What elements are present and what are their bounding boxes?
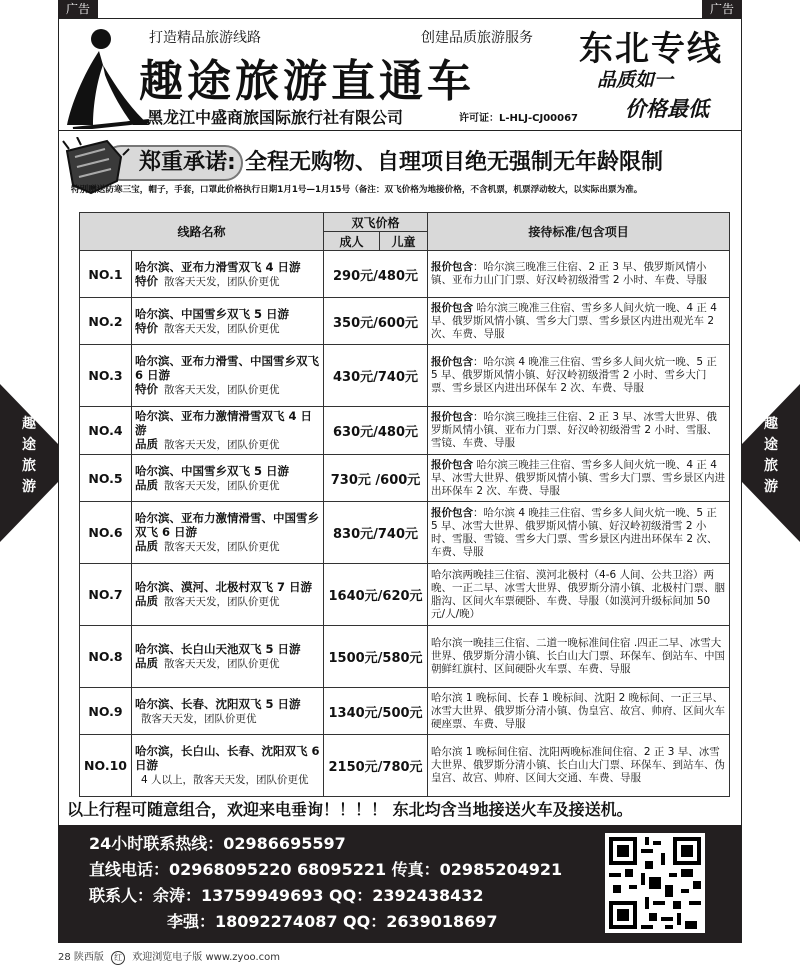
route-note: 散客天天发，团队价更优 [164,275,280,288]
table-row [80,298,730,345]
route-cell [132,455,324,502]
hotline: 24小时联系热线：02986695597 [89,834,346,853]
route-inclusions [428,298,730,345]
side-tab-left-text: 趣途旅游 [22,416,36,495]
route-number: NO.6 [80,502,132,564]
edition: 陕西版 [73,952,104,963]
route-category: 品质 [135,437,158,451]
route-name: 哈尔滨、漠河、北极村双飞 7 日游 [135,580,313,594]
table-row [80,626,730,688]
route-name: 哈尔滨，长白山、长春、沈阳双飞 6 日游 [135,744,320,772]
inclusions-text: 哈尔滨两晚挂三住宿、漠河北极村（4-6 人间、公共卫浴）两晚、一正二早、冰雪大世界、俄罗斯分清小镇、北极村门票、胭脂沟、区间火车票硬卧、车费、导服（如漠河升级标间加 50 元/人/晚） [431,568,726,620]
route-category: 品质 [135,539,158,553]
inclusions-label: 报价包含 [431,261,474,273]
route-category: 品质 [135,477,158,492]
inclusions-label: 报价包含 [431,458,474,471]
route-inclusions [428,564,730,626]
route-name: 哈尔滨、亚布力滑雪双飞 4 日游 [135,259,301,274]
inclusions-text: 哈尔滨三晚挂三住宿、雪乡多人间火炕一晚、4 正 4 早、冰雪大世界、俄罗斯风情小镇、雪乡大门票、雪乡景区内进出环保车 2 次、车费、导服 [431,458,726,497]
route-inclusions [428,688,730,735]
inclusions-text: 哈尔滨三晚准三住宿、雪乡多人间火炕一晚、4 正 4 早、俄罗斯风情小镇、雪乡大门票、雪乡景区内进出观光车 2 次、车费、导服 [431,301,717,340]
route-price: 290元/480元 [324,251,428,298]
route-note: 散客天天发，团队价更优 [164,439,280,451]
route-number: NO.10 [80,735,132,797]
combo-text: 以上行程可随意组合，欢迎来电垂询！！！！ 东北均含当地接送火车及接送机。 [67,800,633,819]
northeast-quality: 品质如一 [597,69,674,91]
col-route: 线路名称 [80,213,324,251]
route-name: 哈尔滨、中国雪乡双飞 5 日游 [135,306,290,321]
route-number: NO.3 [80,345,132,407]
brand-title: 趣途旅游直通车 [139,56,475,107]
northeast-price: 价格最低 [625,96,709,121]
route-cell [132,407,324,455]
col-child: 儿童 [380,232,428,251]
inclusions-label: 报价包含 [431,506,474,519]
route-price: 1340元/500元 [324,688,428,735]
route-price: 430元/740元 [324,345,428,407]
route-number: NO.2 [80,298,132,345]
route-inclusions [428,502,730,564]
route-cell [132,735,324,797]
route-note: 散客天天发，团队价更优 [164,658,280,670]
table-row [80,735,730,797]
route-category: 特价 [135,273,158,288]
contact-person-1: 联系人：余涛：13759949693 QQ：2392438432 [89,886,484,905]
route-note: 散客天天发，团队价更优 [164,596,280,608]
route-price: 830元/740元 [324,502,428,564]
website-text: 欢迎浏览电子版 www.zyoo.com [132,952,281,963]
route-name: 哈尔滨、亚布力激情滑雪、中国雪乡双飞 6 日游 [135,511,319,539]
direct-phone: 直线电话：02968095220 68095221 传真：02985204921 [89,860,563,879]
route-name: 哈尔滨、亚布力激情滑雪双飞 4 日游 [135,409,313,437]
red-circle-icon: 红 [111,951,125,965]
route-price: 1500元/580元 [324,626,428,688]
ad-label-left: 广告 [58,0,98,18]
table-row [80,688,730,735]
route-cell [132,688,324,735]
routes-body [80,251,730,797]
route-inclusions [428,407,730,455]
route-note: 散客天天发，团队价更优 [141,712,257,725]
ad-label-right: 广告 [702,0,742,18]
route-number: NO.4 [80,407,132,455]
promise-banner [59,131,741,199]
table-row [80,502,730,564]
col-price: 双飞价格 [324,213,428,232]
route-cell [132,298,324,345]
ad-page [58,18,742,943]
route-name: 哈尔滨、长春、沈阳双飞 5 日游 [135,696,301,711]
page-footer [58,948,280,965]
inclusions-text: ：哈尔滨 4 晚准三住宿、雪乡多人间火炕一晚、5 正 5 早、俄罗斯风情小镇、好汉岭初级滑雪 2 小时、雪乡大门票、雪乡景区内进出环保车 2 次、车费、导服 [431,356,717,394]
route-name: 哈尔滨、长白山天池双飞 5 日游 [135,642,301,656]
route-cell [132,345,324,407]
route-inclusions [428,345,730,407]
inclusions-text: ：哈尔滨三晚挂三住宿、2 正 3 早、冰雪大世界、俄罗斯风情小镇、亚布力门票、好汉岭初级滑雪 2 小时、雪服、雪镜、车费、导服 [431,411,718,449]
license-number: 许可证：L-HLJ-CJ00067 [459,113,578,124]
inclusions-text: ：哈尔滨 4 晚挂三住宿、雪乡多人间火炕一晚、5 正 5 早、冰雪大世界、俄罗斯风情小镇、好汉岭初级滑雪 2 小时、雪服、雪镜、雪乡大门票、雪乡景区内进出环保车 2 次、车费、导服 [431,506,718,558]
slogan-right: 创建品质旅游服务 [421,30,533,46]
inclusions-text: ：哈尔滨三晚准三住宿、2 正 3 早、俄罗斯风情小镇、亚布力山门门票、好汉岭初级滑雪 2 小时、车费、导服 [431,261,707,286]
traveler-logo-icon [63,25,149,129]
promise-label: 郑重承诺: [103,145,243,181]
route-note: 散客天天发，团队价更优 [164,322,280,335]
side-tab-right-text: 趣途旅游 [764,416,778,495]
route-category: 品质 [135,656,158,670]
contact-block [59,825,741,943]
route-note: 散客天天发，团队价更优 [164,541,280,553]
route-cell [132,564,324,626]
price-notice: 特别赠送防寒三宝，帽子，手套，口罩此价格执行日期1月1号—1月15号（备注：双飞价格为地接价格，不含机票，机票浮动较大，以实际出票为准。 [71,185,643,195]
route-inclusions [428,251,730,298]
side-tab-right [742,384,800,542]
route-number: NO.1 [80,251,132,298]
route-price: 2150元/780元 [324,735,428,797]
route-note: 散客天天发，团队价更优 [164,479,280,492]
route-number: NO.9 [80,688,132,735]
route-number: NO.8 [80,626,132,688]
route-price: 730元 /600元 [324,455,428,502]
route-cell [132,251,324,298]
routes-table [79,212,730,797]
promise-text: 全程无购物、自理项目绝无强制无年龄限制 [245,150,664,175]
contact-person-2: 李强：18092274087 QQ：2639018697 [167,912,498,931]
route-inclusions [428,735,730,797]
route-inclusions [428,626,730,688]
qr-code-icon [605,833,705,933]
route-category: 品质 [135,594,158,608]
header [59,19,741,131]
inclusions-text: 哈尔滨 1 晚标间住宿、沈阳两晚标准间住宿、2 正 3 早、冰雪大世界、俄罗斯分清小镇、长白山大门票、环保车、到站车、伪皇宫、故宫、帅府、区间大交通、车费、导服 [431,746,726,784]
inclusions-text: 哈尔滨 1 晚标间、长春 1 晚标间、沈阳 2 晚标间、一正三早、冰雪大世界、俄罗斯分清小镇、伪皇宫、故宫、帅府、区间火车硬座票、车费、导服 [431,691,726,730]
table-row [80,407,730,455]
table-row [80,455,730,502]
col-adult: 成人 [324,232,380,251]
table-row [80,251,730,298]
route-inclusions [428,455,730,502]
route-price: 350元/600元 [324,298,428,345]
route-number: NO.5 [80,455,132,502]
route-price: 630元/480元 [324,407,428,455]
col-inclusions: 接待标准/包含项目 [428,213,730,251]
route-cell [132,502,324,564]
route-cell [132,626,324,688]
page-number: 28 [58,952,71,963]
table-row [80,564,730,626]
inclusions-label: 报价包含 [431,356,474,368]
inclusions-label: 报价包含 [431,411,474,423]
inclusions-label: 报价包含 [431,301,474,314]
route-note: 4 人以上，散客天天发，团队价更优 [141,774,309,786]
side-tab-left [0,384,58,542]
table-row [80,345,730,407]
slogan-left: 打造精品旅游线路 [149,30,261,46]
route-category: 特价 [135,320,158,335]
route-number: NO.7 [80,564,132,626]
northeast-title: 东北专线 [579,29,723,69]
route-price: 1640元/620元 [324,564,428,626]
route-note: 散客天天发，团队价更优 [164,384,280,396]
inclusions-text: 哈尔滨一晚挂三住宿、二道一晚标准间住宿 .四正二早、冰雪大世界、俄罗斯分清小镇、长白山大门票、环保车、倒站车、中国朝鲜红旗村、区间硬卧火车票、车费、导服 [431,637,726,675]
route-name: 哈尔滨、中国雪乡双飞 5 日游 [135,463,290,478]
company-name: 黑龙江中盛商旅国际旅行社有限公司 [147,108,404,127]
route-category: 特价 [135,382,158,396]
route-name: 哈尔滨、亚布力滑雪、中国雪乡双飞 6 日游 [135,354,319,382]
